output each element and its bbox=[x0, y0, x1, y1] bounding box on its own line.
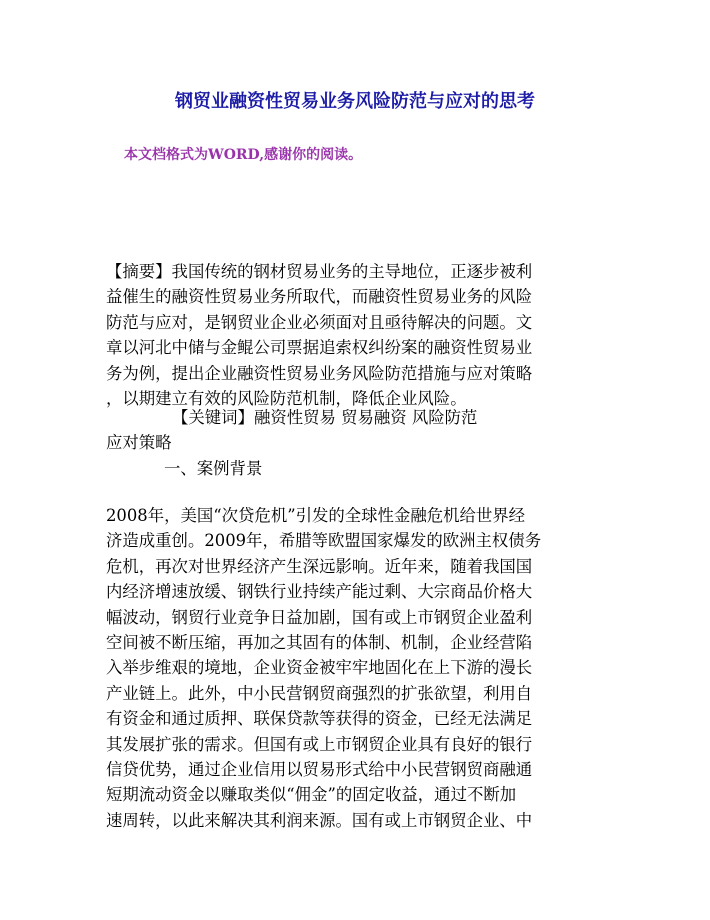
abstract-line: 益催生的融资性贸易业务所取代，而融资性贸易业务的风险 bbox=[106, 287, 533, 307]
abstract-paragraph bbox=[106, 259, 591, 411]
body-line: 幅波动，钢贸行业竞争日益加剧，国有或上市钢贸企业盈利 bbox=[106, 607, 533, 627]
body-line: 内经济增速放缓、钢铁行业持续产能过剩、大宗商品价格大 bbox=[106, 582, 533, 602]
section-heading bbox=[106, 456, 591, 481]
body-line: 济造成重创。2009年，希腊等欧盟国家爆发的欧洲主权债务 bbox=[106, 531, 542, 551]
abstract-line: 务为例，提出企业融资性贸易业务风险防范措施与应对策略 bbox=[106, 363, 533, 383]
body-line: 空间被不断压缩，再加之其固有的体制、机制，企业经营陷 bbox=[106, 632, 533, 652]
abstract-line: 【摘要】我国传统的钢材贸易业务的主导地位，正逐步被利 bbox=[106, 262, 533, 281]
abstract-line: 防范与应对，是钢贸业企业必须面对且亟待解决的问题。文 bbox=[106, 312, 533, 332]
body-line: 短期流动资金以赚取类似“佣金”的固定收益，通过不断加 bbox=[106, 785, 517, 805]
case-background-paragraph bbox=[106, 503, 591, 833]
keywords-line: 【关键词】融资性贸易 贸易融资 风险防范 bbox=[172, 408, 478, 427]
body-line: 有资金和通过质押、联保贷款等获得的资金，已经无法满足 bbox=[106, 709, 533, 729]
abstract-line: 章以河北中储与金鲲公司票据追索权纠纷案的融资性贸易业 bbox=[106, 338, 533, 358]
body-line: 2008年，美国“次贷危机”引发的全球性金融危机给世界经 bbox=[106, 506, 526, 525]
document-title: 钢贸业融资性贸易业务风险防范与应对的思考 bbox=[175, 91, 535, 112]
body-line: 速周转，以此来解决其利润来源。国有或上市钢贸企业、中 bbox=[106, 810, 533, 830]
body-line: 产业链上。此外，中小民营钢贸商强烈的扩张欲望，利用自 bbox=[106, 683, 533, 703]
body-line: 危机，再次对世界经济产生深远影响。近年来，随着我国国 bbox=[106, 556, 533, 576]
body-line: 入举步维艰的境地，企业资金被牢牢地固化在上下游的漫长 bbox=[106, 658, 533, 678]
section-heading-text: 一、案例背景 bbox=[164, 459, 263, 478]
format-note: 本文档格式为WORD,感谢你的阅读。 bbox=[124, 147, 363, 163]
body-line: 其发展扩张的需求。但国有或上市钢贸企业具有良好的银行 bbox=[106, 734, 533, 754]
body-line: 信贷优势，通过企业信用以贸易形式给中小民营钢贸商融通 bbox=[106, 759, 533, 779]
abstract-line: ，以期建立有效的风险防范机制，降低企业风险。 bbox=[106, 388, 467, 408]
keywords-line-continued: 应对策略 bbox=[106, 433, 172, 453]
keywords-paragraph bbox=[106, 405, 591, 456]
